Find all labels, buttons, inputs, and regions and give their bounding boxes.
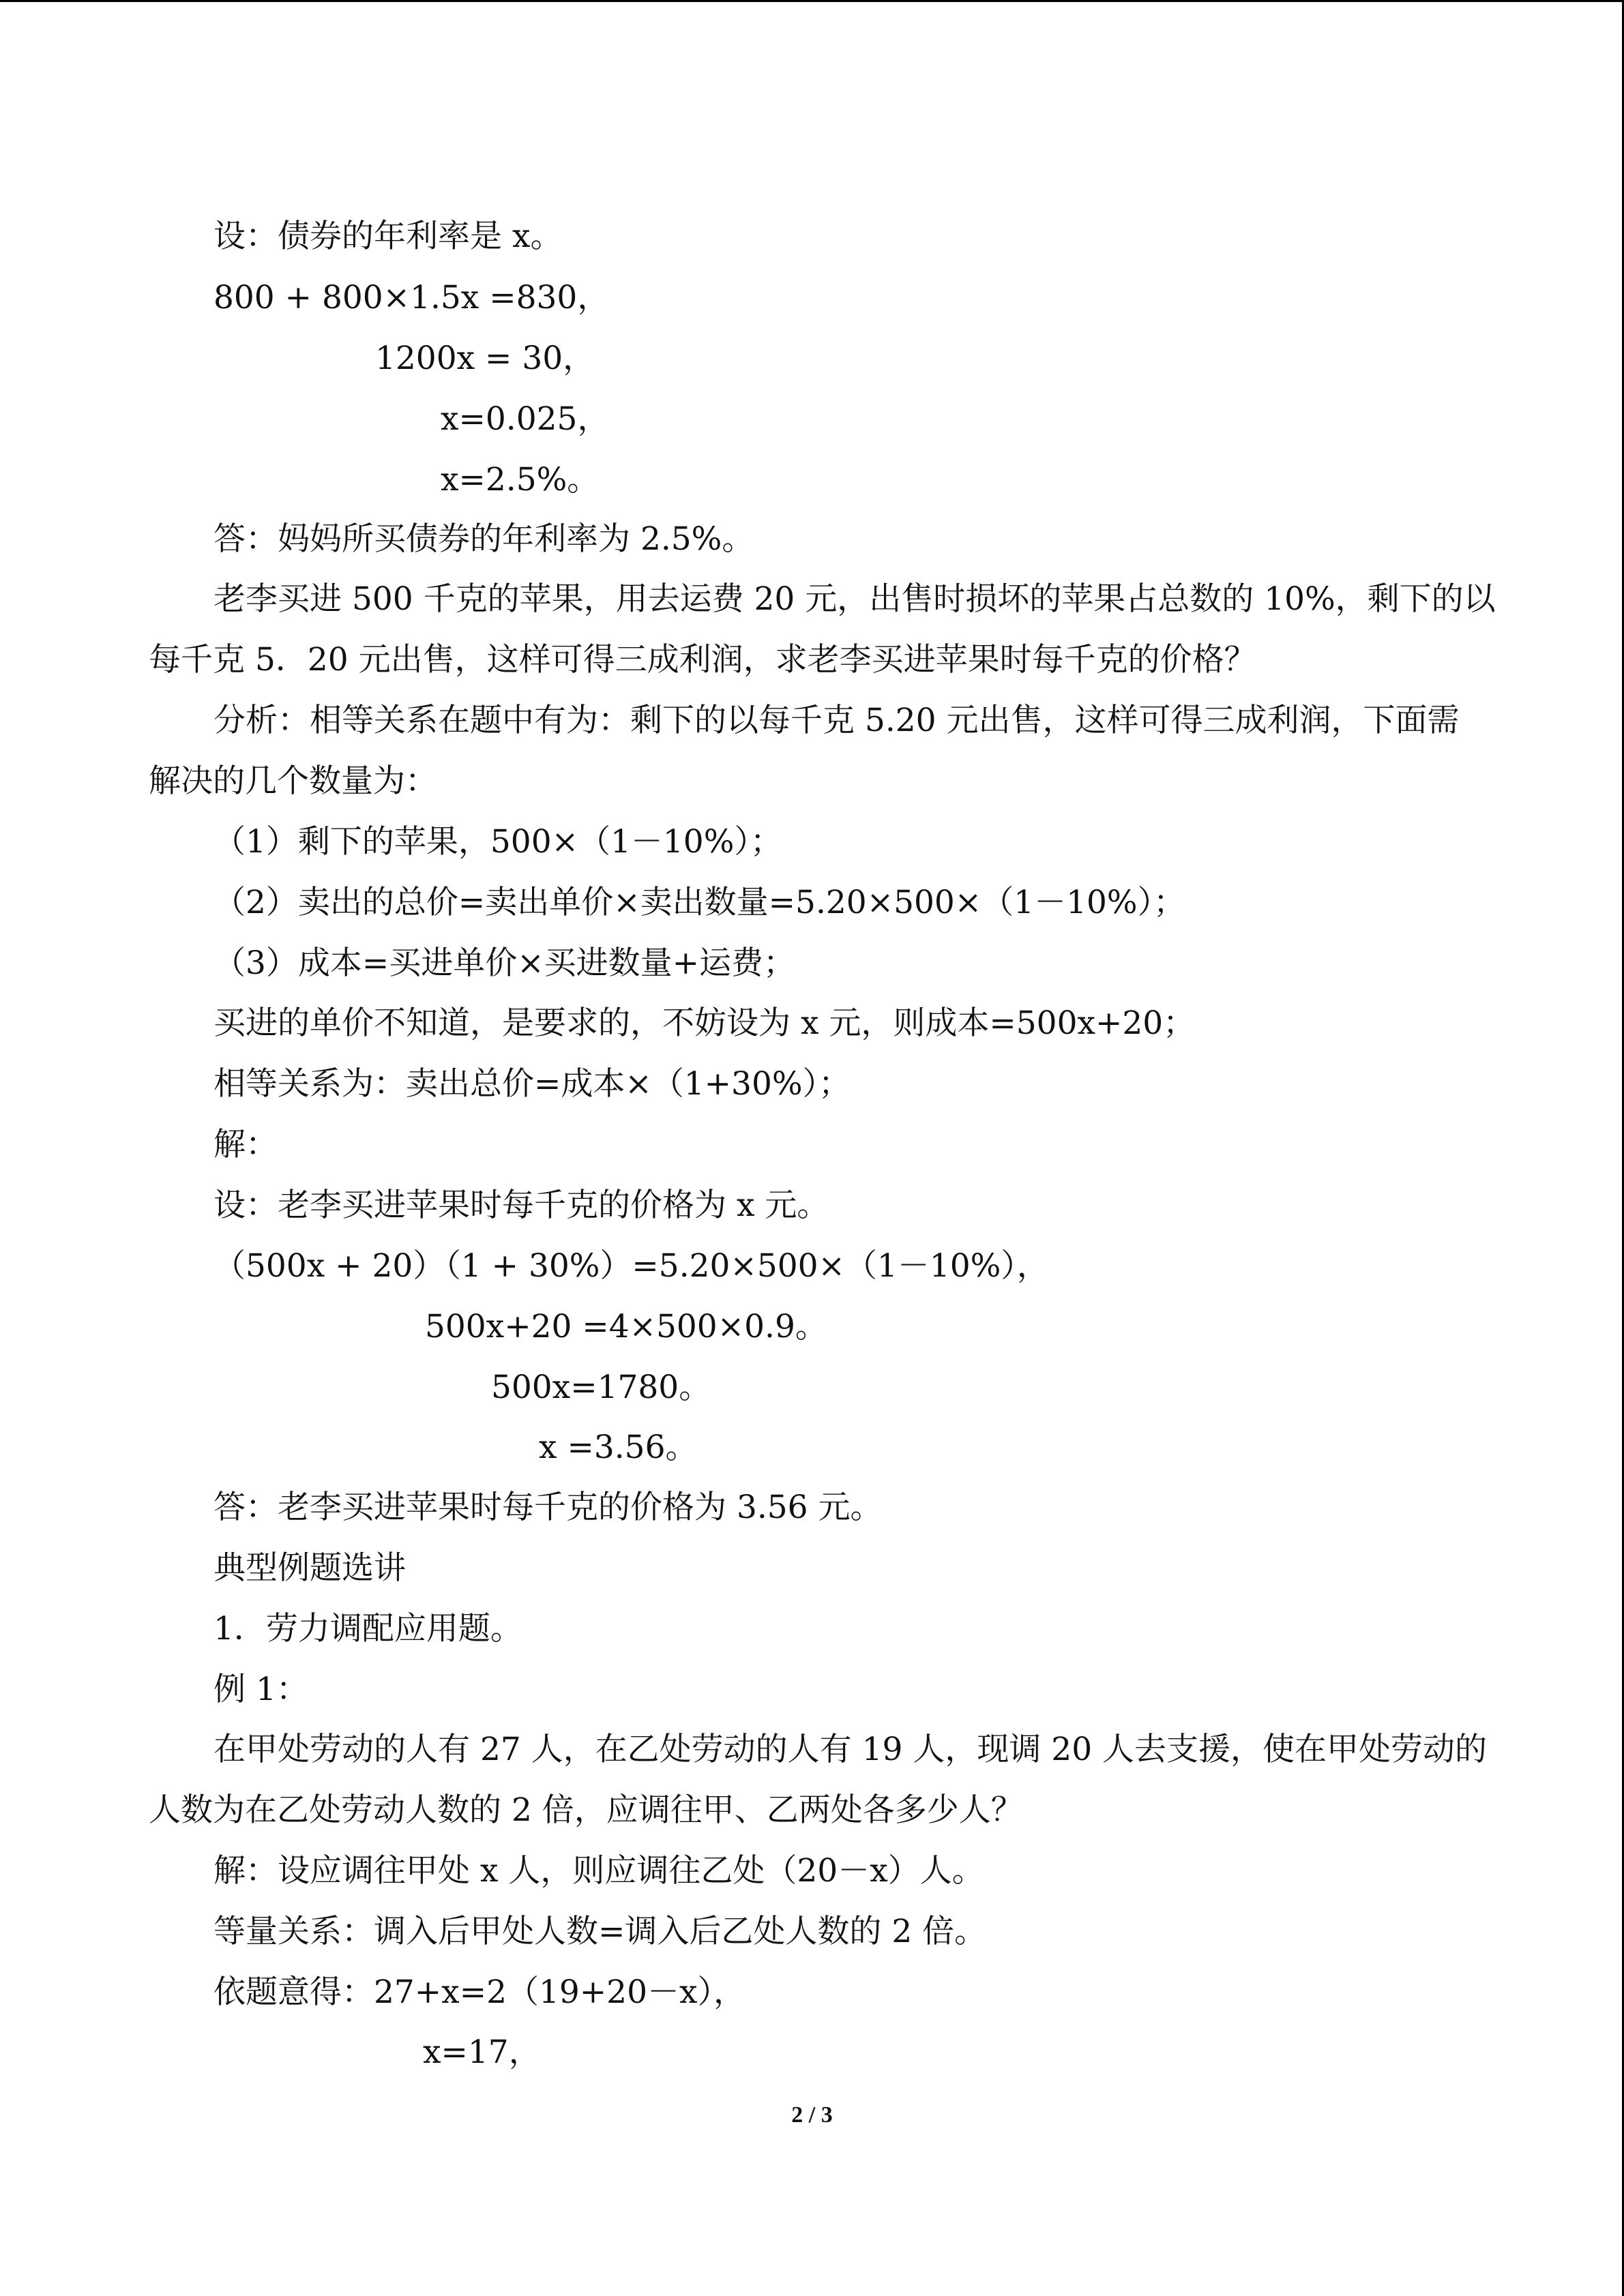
- text-line-29: 等量关系：调入后甲处人数=调入后乙处人数的 2 倍。: [213, 1913, 987, 1950]
- page-number: 2 / 3: [791, 2102, 833, 2128]
- text-line-14: 买进的单价不知道，是要求的，不妨设为 x 元，则成本=500x+20；: [213, 1004, 1196, 1042]
- text-line-16: 解：: [213, 1126, 278, 1163]
- text-line-20: 500x=1780。: [491, 1369, 711, 1406]
- text-line-27: 人数为在乙处劳动人数的 2 倍，应调往甲、乙两处各多少人？: [149, 1791, 1023, 1829]
- text-line-28: 解：设应调往甲处 x 人，则应调往乙处（20－x）人。: [213, 1852, 984, 1890]
- text-line-25: 例 1：: [213, 1671, 308, 1708]
- text-line-8: 每千克 5．20 元出售，这样可得三成利润，求老李买进苹果时每千克的价格？: [149, 641, 1256, 679]
- text-line-23: 典型例题选讲: [213, 1549, 406, 1587]
- text-line-7: 老李买进 500 千克的苹果，用去运费 20 元，出售时损坏的苹果占总数的 10%，剩下的以: [213, 580, 1496, 618]
- text-line-15: 相等关系为：卖出总价=成本×（1+30%）；: [213, 1065, 851, 1103]
- text-line-21: x =3.56。: [539, 1429, 698, 1466]
- text-line-2: 800 + 800×1.5x =830，: [213, 279, 610, 316]
- text-line-10: 解决的几个数量为：: [149, 762, 437, 800]
- text-line-17: 设：老李买进苹果时每千克的价格为 x 元。: [213, 1187, 829, 1224]
- text-line-9: 分析：相等关系在题中有为：剩下的以每千克 5.20 元出售，这样可得三成利润，下面需: [213, 702, 1460, 739]
- text-line-13: （3）成本=买进单价×买进数量+运费；: [213, 944, 796, 982]
- text-line-24: 1．劳力调配应用题。: [213, 1610, 522, 1648]
- text-line-12: （2）卖出的总价=卖出单价×卖出数量=5.20×500×（1－10%）；: [213, 884, 1186, 921]
- text-line-31: x=17，: [423, 2033, 541, 2071]
- text-line-5: x=2.5%。: [441, 461, 600, 498]
- text-line-30: 依题意得：27+x=2（19+20－x），: [213, 1973, 745, 2011]
- top-border: [0, 0, 1624, 2]
- text-line-4: x=0.025，: [441, 400, 610, 438]
- text-line-6: 答：妈妈所买债券的年利率为 2.5%。: [213, 520, 754, 558]
- text-line-26: 在甲处劳动的人有 27 人，在乙处劳动的人有 19 人，现调 20 人去支援，使在甲处劳动的: [213, 1731, 1488, 1768]
- text-line-3: 1200x = 30，: [375, 340, 595, 377]
- text-line-19: 500x+20 =4×500×0.9。: [425, 1308, 827, 1345]
- text-line-11: （1）剩下的苹果，500×（1－10%）；: [213, 823, 782, 861]
- text-line-18: （500x + 20）（1 + 30%）=5.20×500×（1－10%），: [213, 1247, 1049, 1285]
- text-line-1: 设：债券的年利率是 x。: [213, 218, 563, 255]
- text-line-22: 答：老李买进苹果时每千克的价格为 3.56 元。: [213, 1489, 883, 1526]
